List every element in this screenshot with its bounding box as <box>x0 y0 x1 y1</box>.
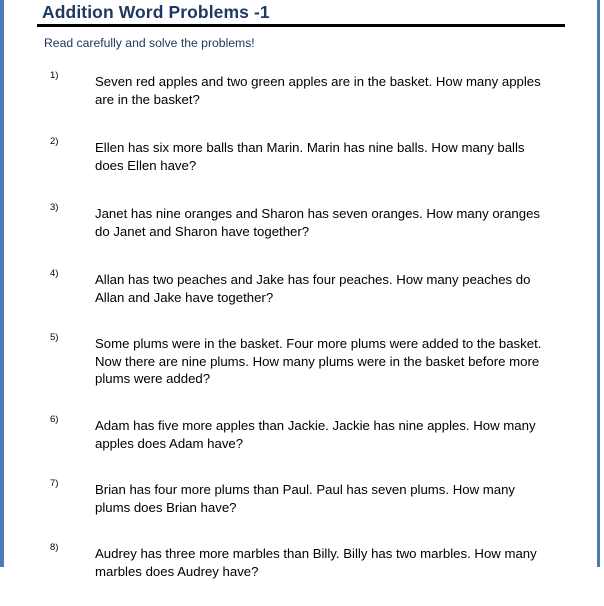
problem-number: 7) <box>50 478 59 489</box>
problem-text: Brian has four more plums than Paul. Paul has seven plums. How many plums does Brian have? <box>95 482 516 515</box>
problem-item <box>0 542 604 586</box>
problem-item <box>0 332 604 394</box>
page-title: Addition Word Problems -1 <box>42 2 270 22</box>
problem-text: Audrey has three more marbles than Billy. Billy has two marbles. How many marbles does Audrey have? <box>95 546 537 579</box>
problem-text: Janet has nine oranges and Sharon has seven oranges. How many oranges do Janet and Sharon have together? <box>95 206 541 239</box>
problem-text: Seven red apples and two green apples are in the basket. How many apples are in the basket? <box>95 74 541 107</box>
problem-number: 6) <box>50 414 59 425</box>
problem-item <box>0 136 604 182</box>
instructions-text: Read carefully and solve the problems! <box>44 36 255 50</box>
problem-number: 3) <box>50 202 59 213</box>
worksheet-header <box>37 2 565 51</box>
problem-item <box>0 202 604 248</box>
problem-item <box>0 478 604 522</box>
problem-text: Adam has five more apples than Jackie. Jackie has nine apples. How many apples does Adam have? <box>95 418 536 451</box>
problem-text: Allan has two peaches and Jake has four peaches. How many peaches do Allan and Jake have together? <box>95 272 531 305</box>
problem-number: 4) <box>50 268 59 279</box>
problem-item <box>0 268 604 312</box>
problem-text: Some plums were in the basket. Four more plums were added to the basket. Now there are nine plums. How many plums were in the basket before more plums were added? <box>95 336 542 386</box>
problem-item <box>0 414 604 458</box>
problem-number: 5) <box>50 332 59 343</box>
problem-list <box>0 70 604 606</box>
problem-item <box>0 70 604 116</box>
problem-number: 1) <box>50 70 59 81</box>
problem-number: 8) <box>50 542 59 553</box>
problem-text: Ellen has six more balls than Marin. Marin has nine balls. How many balls does Ellen have? <box>95 140 525 173</box>
problem-number: 2) <box>50 136 59 147</box>
